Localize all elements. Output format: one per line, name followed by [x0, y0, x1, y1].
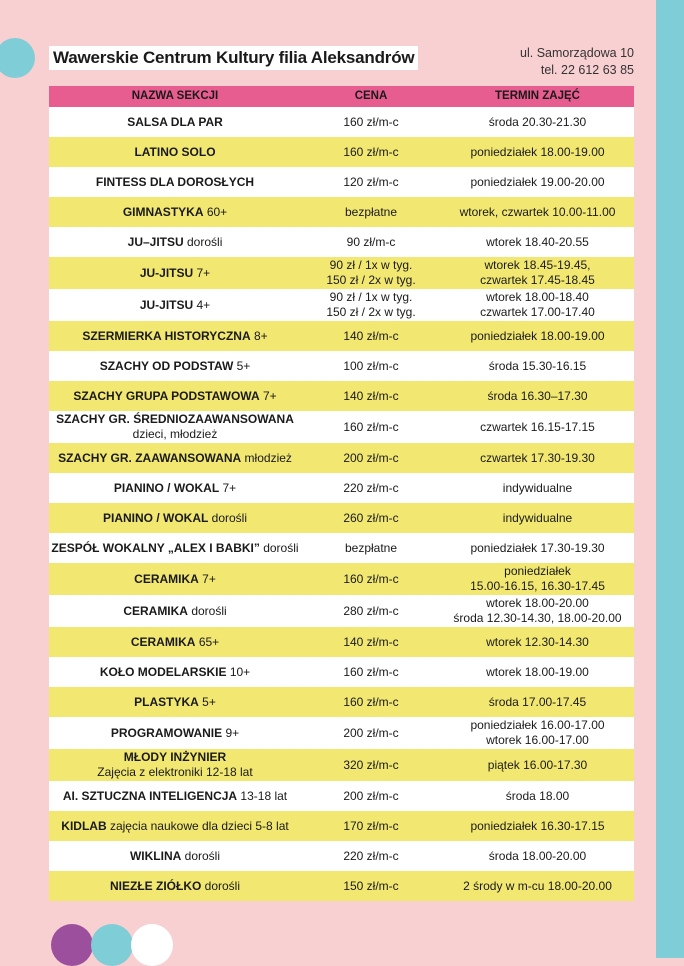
section-name-cell — [49, 389, 301, 404]
section-name-cell — [49, 789, 301, 804]
section-name-bold: CERAMIKA — [134, 571, 199, 586]
schedule-line: poniedziałek 19.00-20.00 — [470, 174, 605, 189]
schedule-cell — [441, 849, 634, 864]
schedule-cell — [441, 389, 634, 404]
schedule-line: czwartek 17.30-19.30 — [480, 450, 595, 465]
section-name — [49, 879, 301, 894]
section-name-cell — [49, 541, 301, 556]
price-line: 150 zł/m-c — [343, 878, 399, 893]
section-name-bold: PIANINO / WOKAL — [102, 510, 209, 525]
section-name-detail: 7+ — [259, 388, 277, 403]
section-name-bold: SZACHY OD PODSTAW — [99, 358, 234, 373]
price-cell — [301, 175, 441, 190]
table-row — [49, 289, 634, 321]
section-name-bold: JU–JITSU — [127, 234, 184, 249]
table-row — [49, 563, 634, 595]
schedule-cell — [441, 359, 634, 374]
section-name-bold: JU-JITSU — [139, 297, 194, 312]
price-cell — [301, 329, 441, 344]
section-name — [49, 389, 301, 404]
price-line: 260 zł/m-c — [343, 510, 399, 525]
schedule-line: poniedziałek 18.00-19.00 — [470, 144, 605, 159]
section-name-detail: dorośli — [183, 234, 223, 249]
section-name — [49, 481, 301, 496]
price-line: 140 zł/m-c — [343, 634, 399, 649]
table-row — [49, 627, 634, 657]
section-name-cell — [49, 205, 301, 220]
section-name-cell — [49, 879, 301, 894]
schedule-line: czwartek 16.15-17.15 — [480, 419, 595, 434]
section-name-detail: dorośli — [181, 848, 220, 863]
schedule-line: wtorek 18.00-19.00 — [486, 664, 589, 679]
section-name-bold: AI. SZTUCZNA INTELIGENCJA — [62, 788, 238, 803]
price-cell — [301, 451, 441, 466]
price-line: 320 zł/m-c — [343, 757, 399, 772]
schedule-cell — [441, 758, 634, 773]
section-name-cell — [49, 665, 301, 680]
schedule-line: czwartek 17.45-18.45 — [480, 273, 595, 287]
schedule-cell — [441, 481, 634, 496]
price-line: bezpłatne — [344, 540, 398, 555]
table-row — [49, 595, 634, 627]
schedule-line: środa 20.30-21.30 — [488, 114, 587, 129]
schedule-cell — [441, 290, 634, 320]
price-cell — [301, 604, 441, 619]
section-name-cell — [49, 412, 301, 442]
section-name-bold: PIANINO / WOKAL — [113, 480, 220, 495]
schedule-line: indywidualne — [502, 510, 573, 525]
price-line: 160 zł/m-c — [343, 419, 399, 434]
price-line: 170 zł/m-c — [343, 818, 399, 833]
table-row — [49, 473, 634, 503]
price-line: 160 zł/m-c — [343, 114, 399, 129]
price-cell — [301, 819, 441, 834]
address: ul. Samorządowa 10 — [520, 46, 634, 60]
price-cell — [301, 205, 441, 220]
section-name-cell — [49, 145, 301, 160]
section-name-cell — [49, 572, 301, 587]
section-name-detail: dorośli — [208, 510, 247, 525]
schedule-line: środa 18.00-20.00 — [488, 848, 587, 863]
schedule-line: środa 18.00 — [505, 788, 570, 803]
schedule-table — [49, 86, 634, 901]
price-line: 160 zł/m-c — [343, 571, 399, 586]
section-name-cell — [49, 359, 301, 374]
column-header-name: NAZWA SEKCJI — [131, 90, 219, 102]
schedule-line: wtorek 12.30-14.30 — [486, 634, 589, 649]
price-cell — [301, 572, 441, 587]
price-cell — [301, 420, 441, 435]
section-name-bold: SALSA DLA PAR — [127, 114, 223, 129]
price-line: 160 zł/m-c — [343, 144, 399, 159]
section-name — [49, 359, 301, 374]
section-name-bold: MŁODY INŻYNIER — [123, 750, 227, 764]
table-row — [49, 781, 634, 811]
decorative-circle-teal — [91, 924, 133, 966]
section-name-detail: 13-18 lat — [237, 788, 288, 803]
section-name-cell — [49, 451, 301, 466]
section-name-detail: dorośli — [259, 540, 299, 555]
table-row — [49, 107, 634, 137]
column-header-schedule: TERMIN ZAJĘĆ — [495, 90, 580, 102]
section-name — [49, 175, 301, 190]
section-name-detail: 60+ — [203, 204, 228, 219]
price-line: 220 zł/m-c — [343, 848, 399, 863]
schedule-line: piątek 16.00-17.30 — [487, 757, 588, 772]
table-row — [49, 717, 634, 749]
schedule-line: środa 17.00-17.45 — [488, 694, 587, 709]
section-name-detail: 7+ — [219, 480, 237, 495]
price-cell — [301, 359, 441, 374]
schedule-line: 15.00-16.15, 16.30-17.45 — [470, 579, 605, 593]
table-row — [49, 321, 634, 351]
price-cell — [301, 665, 441, 680]
price-cell — [301, 258, 441, 288]
section-name-cell — [49, 481, 301, 496]
section-name-cell — [49, 604, 301, 619]
schedule-cell — [441, 635, 634, 650]
schedule-cell — [441, 115, 634, 130]
price-cell — [301, 115, 441, 130]
schedule-line: wtorek 16.00-17.00 — [486, 733, 589, 747]
schedule-line: poniedziałek 16.00-17.00 — [470, 718, 605, 732]
section-name-cell — [49, 750, 301, 780]
schedule-cell — [441, 879, 634, 894]
section-name-bold: NIEZŁE ZIÓŁKO — [109, 878, 202, 893]
schedule-cell — [441, 718, 634, 748]
decorative-side-stripe — [656, 0, 684, 958]
section-name-bold: CERAMIKA — [123, 603, 188, 618]
section-name-detail: 4+ — [193, 297, 211, 312]
section-name-bold: ZESPÓŁ WOKALNY „ALEX I BABKI” — [51, 540, 260, 555]
column-header-price: CENA — [354, 90, 388, 102]
section-name-bold: SZACHY GR. ZAAWANSOWANA — [58, 450, 242, 465]
section-name-detail: dorośli — [187, 603, 227, 618]
price-cell — [301, 635, 441, 650]
section-name-cell — [49, 511, 301, 526]
section-name — [49, 235, 301, 250]
section-name-bold: GIMNASTYKA — [122, 204, 204, 219]
section-name-detail: 5+ — [233, 358, 251, 373]
schedule-cell — [441, 596, 634, 626]
section-name — [49, 695, 301, 710]
table-row — [49, 227, 634, 257]
price-cell — [301, 879, 441, 894]
schedule-cell — [441, 329, 634, 344]
section-name-bold: CERAMIKA — [130, 634, 196, 649]
section-name-cell — [49, 329, 301, 344]
schedule-line: poniedziałek — [504, 564, 571, 578]
contact-info — [520, 45, 634, 79]
section-name — [49, 329, 301, 344]
price-line: 200 zł/m-c — [343, 788, 399, 803]
price-line: 160 zł/m-c — [343, 694, 399, 709]
section-name-bold: KOŁO MODELARSKIE — [99, 664, 227, 679]
section-name — [49, 572, 301, 587]
price-cell — [301, 726, 441, 741]
section-name-bold: FINTESS DLA DOROSŁYCH — [95, 174, 255, 189]
table-row — [49, 533, 634, 563]
section-name-cell — [49, 819, 301, 834]
price-line: 150 zł / 2x w tyg. — [326, 273, 416, 287]
schedule-cell — [441, 205, 634, 220]
price-cell — [301, 481, 441, 496]
section-name — [49, 541, 301, 556]
section-name — [49, 750, 301, 765]
price-line: 280 zł/m-c — [343, 603, 399, 618]
schedule-cell — [441, 451, 634, 466]
table-row — [49, 687, 634, 717]
section-name — [49, 819, 301, 834]
section-name — [49, 665, 301, 680]
schedule-line: środa 15.30-16.15 — [488, 358, 587, 373]
section-name-bold: SZERMIERKA HISTORYCZNA — [82, 328, 251, 343]
table-row — [49, 411, 634, 443]
section-name — [49, 511, 301, 526]
section-name-detail: 5+ — [198, 694, 216, 709]
section-name — [49, 635, 301, 650]
section-name-bold: KIDLAB — [61, 818, 107, 833]
schedule-cell — [441, 541, 634, 556]
section-name — [49, 115, 301, 130]
section-name-detail: 10+ — [226, 664, 251, 679]
section-name-detail: 7+ — [193, 265, 211, 280]
schedule-line: wtorek 18.45-19.45, — [484, 258, 591, 272]
price-cell — [301, 789, 441, 804]
schedule-cell — [441, 819, 634, 834]
table-row — [49, 443, 634, 473]
price-cell — [301, 849, 441, 864]
price-cell — [301, 541, 441, 556]
price-line: bezpłatne — [344, 204, 398, 219]
section-name-bold: PROGRAMOWANIE — [110, 725, 223, 740]
schedule-cell — [441, 564, 634, 594]
schedule-line: wtorek, czwartek 10.00-11.00 — [459, 204, 616, 219]
schedule-cell — [441, 511, 634, 526]
schedule-cell — [441, 235, 634, 250]
table-row — [49, 749, 634, 781]
section-name — [49, 205, 301, 220]
section-name-cell — [49, 849, 301, 864]
section-name-detail: młodzież — [241, 450, 292, 465]
table-row — [49, 257, 634, 289]
table-row — [49, 381, 634, 411]
table-row — [49, 841, 634, 871]
section-name-bold: LATINO SOLO — [134, 144, 216, 159]
section-name — [49, 145, 301, 160]
schedule-cell — [441, 420, 634, 435]
price-line: 140 zł/m-c — [343, 328, 399, 343]
schedule-line: czwartek 17.00-17.40 — [480, 305, 595, 319]
section-name — [49, 789, 301, 804]
schedule-line: poniedziałek 18.00-19.00 — [470, 328, 605, 343]
schedule-cell — [441, 695, 634, 710]
price-cell — [301, 758, 441, 773]
price-cell — [301, 290, 441, 320]
schedule-line: wtorek 18.00-18.40 — [486, 290, 589, 304]
schedule-line: poniedziałek 16.30-17.15 — [470, 818, 605, 833]
price-cell — [301, 235, 441, 250]
price-line: 140 zł/m-c — [343, 388, 399, 403]
table-row — [49, 871, 634, 901]
page-title: Wawerskie Centrum Kultury filia Aleksandrów — [49, 46, 418, 70]
section-name-subtitle: dzieci, młodzież — [132, 427, 218, 441]
section-name — [49, 298, 301, 313]
table-row — [49, 137, 634, 167]
price-line: 100 zł/m-c — [343, 358, 399, 373]
schedule-line: poniedziałek 17.30-19.30 — [470, 540, 605, 555]
section-name-bold: JU-JITSU — [139, 265, 194, 280]
schedule-line: indywidualne — [502, 480, 573, 495]
decorative-circle-teal — [0, 38, 35, 78]
section-name — [49, 849, 301, 864]
section-name-cell — [49, 635, 301, 650]
table-row — [49, 503, 634, 533]
price-line: 120 zł/m-c — [343, 174, 399, 189]
section-name-subtitle: Zajęcia z elektroniki 12-18 lat — [97, 765, 253, 779]
price-cell — [301, 389, 441, 404]
price-line: 220 zł/m-c — [343, 480, 399, 495]
section-name-cell — [49, 115, 301, 130]
section-name-cell — [49, 266, 301, 281]
decorative-circle-purple — [51, 924, 93, 966]
schedule-cell — [441, 175, 634, 190]
schedule-line: 2 środy w m-cu 18.00-20.00 — [463, 878, 612, 893]
section-name-cell — [49, 298, 301, 313]
price-line: 90 zł/m-c — [346, 234, 396, 249]
section-name-bold: SZACHY GRUPA PODSTAWOWA — [73, 388, 260, 403]
table-header — [49, 86, 634, 107]
section-name-detail: 7+ — [198, 571, 216, 586]
section-name — [49, 726, 301, 741]
section-name-cell — [49, 695, 301, 710]
section-name-detail: dorośli — [201, 878, 241, 893]
section-name-bold: WIKLINA — [129, 848, 182, 863]
price-line: 200 zł/m-c — [343, 725, 399, 740]
section-name — [49, 604, 301, 619]
price-line: 90 zł / 1x w tyg. — [329, 258, 413, 272]
table-row — [49, 351, 634, 381]
schedule-cell — [441, 789, 634, 804]
section-name-bold: SZACHY GR. ŚREDNIOZAAWANSOWANA — [56, 412, 294, 426]
price-line: 160 zł/m-c — [343, 664, 399, 679]
schedule-line: środa 12.30-14.30, 18.00-20.00 — [453, 611, 622, 625]
decorative-circle-white — [131, 924, 173, 966]
table-row — [49, 197, 634, 227]
schedule-cell — [441, 145, 634, 160]
table-row — [49, 811, 634, 841]
schedule-line: wtorek 18.00-20.00 — [486, 596, 589, 610]
table-row — [49, 167, 634, 197]
price-cell — [301, 511, 441, 526]
section-name-cell — [49, 726, 301, 741]
schedule-line: wtorek 18.40-20.55 — [486, 234, 589, 249]
section-name-detail: 65+ — [195, 634, 220, 649]
section-name-detail: 9+ — [222, 725, 240, 740]
table-row — [49, 657, 634, 687]
schedule-cell — [441, 665, 634, 680]
price-cell — [301, 145, 441, 160]
section-name — [49, 266, 301, 281]
price-line: 200 zł/m-c — [343, 450, 399, 465]
section-name-bold: PLASTYKA — [134, 694, 199, 709]
section-name — [49, 451, 301, 466]
section-name-detail: 8+ — [250, 328, 268, 343]
section-name-detail: zajęcia naukowe dla dzieci 5-8 lat — [106, 818, 289, 833]
schedule-cell — [441, 258, 634, 288]
price-cell — [301, 695, 441, 710]
price-line: 150 zł / 2x w tyg. — [326, 305, 416, 319]
section-name-cell — [49, 175, 301, 190]
section-name — [49, 412, 301, 427]
section-name-cell — [49, 235, 301, 250]
schedule-line: środa 16.30–17.30 — [487, 388, 588, 403]
phone: tel. 22 612 63 85 — [540, 63, 634, 77]
price-line: 90 zł / 1x w tyg. — [329, 290, 413, 304]
